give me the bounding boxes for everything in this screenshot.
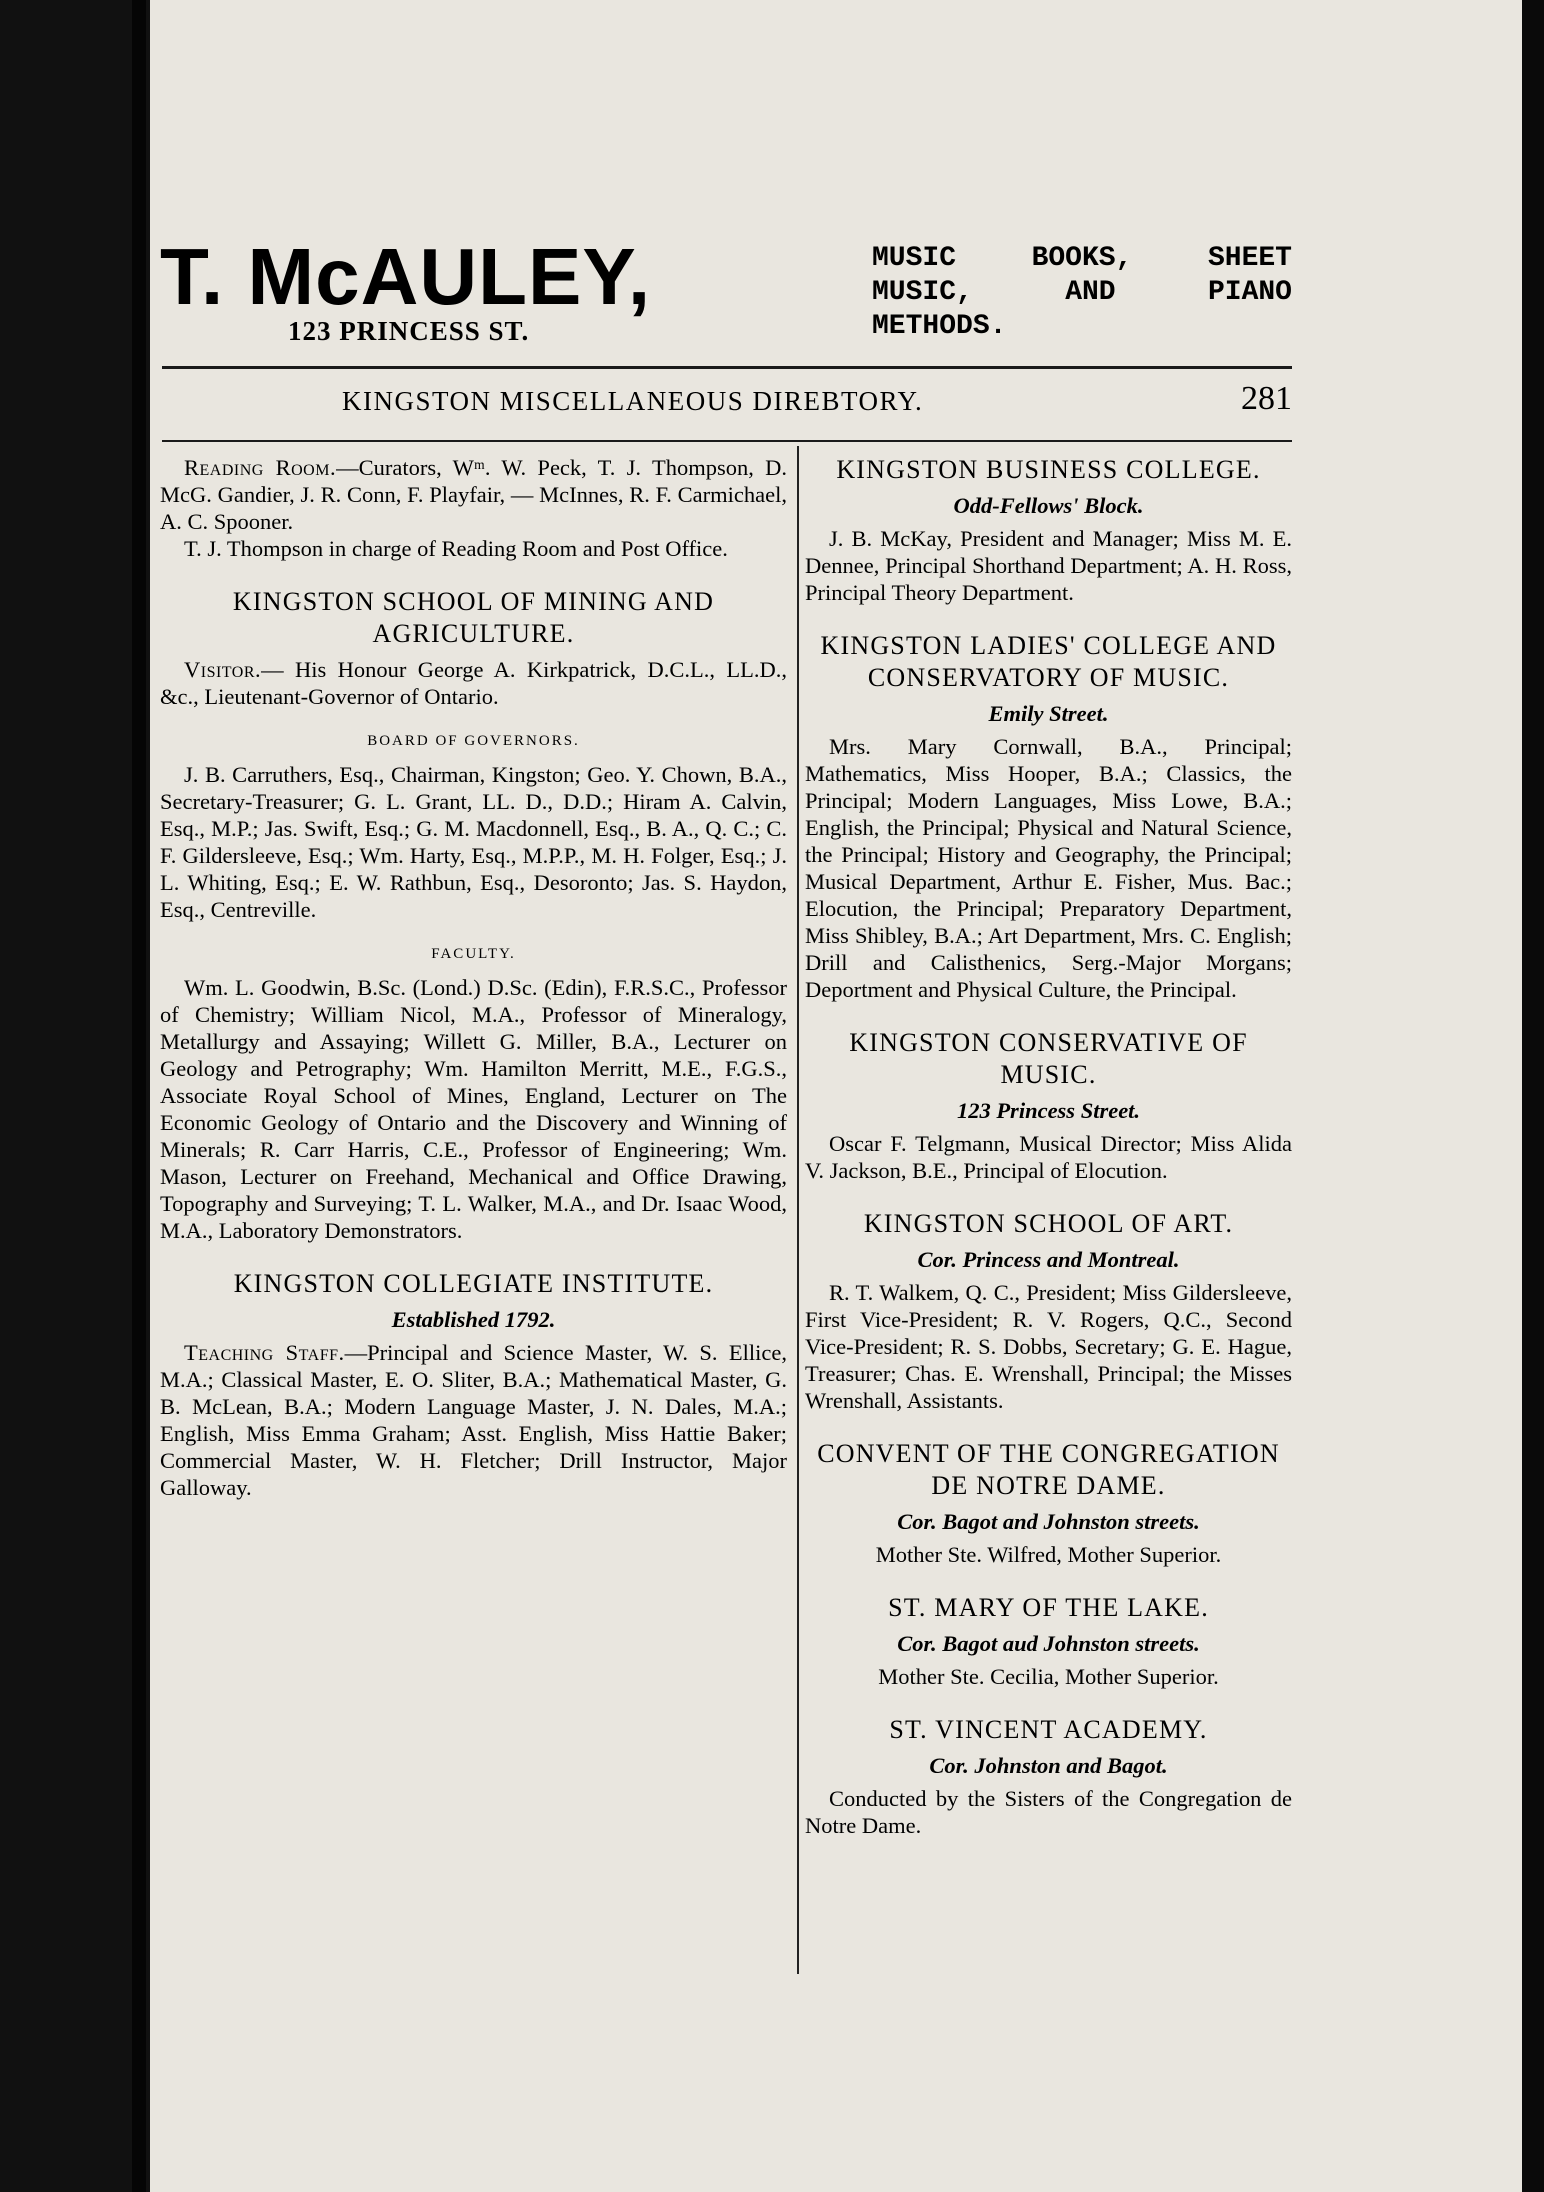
services-line (872, 310, 1292, 344)
right-column (805, 454, 1292, 1839)
visitor-text: — His Honour George A. Kirkpatrick, D.C.L., LL.D., &c., Lieutenant-Governor of Ontario. (160, 657, 787, 709)
visitor-entry (160, 656, 787, 710)
running-head-title: KINGSTON MISCELLANEOUS DIREBTORY. (342, 386, 924, 416)
advertiser-services (872, 242, 1292, 344)
services-line (872, 276, 1292, 310)
reading-room-text: —Curators, Wᵐ. W. Peck, T. J. Thompson, D. McG. Gandier, J. R. Conn, F. Playfair, — McInnes, R. F. Carmichael, A. C. Spooner. (160, 455, 787, 534)
st-mary-heading: ST. MARY OF THE LAKE. (888, 1593, 1209, 1622)
services-word: MUSIC, (872, 277, 973, 308)
column-divider (797, 446, 799, 1974)
services-word: BOOKS, (1031, 243, 1133, 274)
teaching-staff-label: Teaching Staff. (184, 1340, 345, 1365)
scan-border-right (1522, 0, 1544, 2192)
teaching-staff-entry (160, 1339, 787, 1501)
conservative-music-heading: KINGSTON CONSERVATIVE OF MUSIC. (849, 1028, 1248, 1089)
mcauley-advertisement (160, 232, 1300, 362)
st-vincent-heading: ST. VINCENT ACADEMY. (889, 1715, 1208, 1744)
services-word: PIANO (1207, 277, 1292, 308)
business-college-location: Odd-Fellows' Block. (953, 493, 1144, 518)
running-head (162, 380, 1292, 428)
conservative-music-location: 123 Princess Street. (956, 1098, 1141, 1123)
school-of-art-heading: KINGSTON SCHOOL OF ART. (863, 1209, 1234, 1238)
faculty-heading: FACULTY. (431, 946, 516, 962)
reading-room-label: Reading Room. (184, 455, 337, 480)
st-vincent-location: Cor. Johnston and Bagot. (929, 1753, 1168, 1778)
reading-room-note: T. J. Thompson in charge of Reading Room and Post Office. (184, 536, 728, 561)
teaching-staff-text: —Principal and Science Master, W. S. Ellice, M.A.; Classical Master, E. O. Sliter, B.A.; Mathematical Master, G. B. McLean, B.A.; Modern Language Master, J. N. Dales, M.A.; English, Miss Emma Graham; Asst. English, Miss Hattie Baker; Commercial Master, W. H. Fletcher; Drill Instructor, Major Galloway. (160, 1340, 788, 1500)
page-number: 281 (1241, 380, 1292, 417)
ladies-college-text: Mrs. Mary Cornwall, B.A., Principal; Mathematics, Miss Hooper, B.A.; Classics, the Principal; Modern Languages, Miss Lowe, B.A.; English, the Principal; Physical and Natural Science, the Principal; History and Geography, the Principal; Musical Department, Arthur E. Fisher, Mus. Bac.; Elocution, the Principal; Preparatory Department, Miss Shibley, B.A.; Art Department, Mrs. C. English; Drill and Calisthenics, Serg.-Major Morgans; Deportment and Physical Culture, the Principal. (805, 734, 1292, 1002)
header-rule (162, 366, 1292, 369)
convent-text: Mother Ste. Wilfred, Mother Superior. (875, 1542, 1222, 1567)
conservative-music-text: Oscar F. Telgmann, Musical Director; Miss Alida V. Jackson, B.E., Principal of Elocution. (805, 1131, 1292, 1183)
visitor-label: Visitor. (184, 657, 262, 682)
convent-heading: CONVENT OF THE CONGREGATION DE NOTRE DAME. (817, 1439, 1280, 1500)
governors-text: J. B. Carruthers, Esq., Chairman, Kingston; Geo. Y. Chown, B.A., Secretary-Treasurer; G. L. Grant, LL. D., D.D.; Hiram A. Calvin, Esq., M.P.; Jas. Swift, Esq.; G. M. Macdonnell, Esq., B. A., Q. C.; C. F. Gildersleeve, Esq.; Wm. Harty, Esq., M.P.P., M. H. Folger, Esq.; J. L. Whiting, Esq.; E. W. Rathbun, Esq., Desoronto; Jas. S. Haydon, Esq., Centreville. (160, 762, 787, 922)
services-line (872, 242, 1292, 276)
faculty-text: Wm. L. Goodwin, B.Sc. (Lond.) D.Sc. (Edin), F.R.S.C., Professor of Chemistry; William Nicol, M.A., Professor of Mineralogy, Metallurgy and Assaying; Willett G. Miller, B.A., Lecturer on Geology and Petrography; Wm. Hamilton Merritt, M.E., F.G.S., Associate Royal School of Mines, England, Lecturer on The Economic Geology of Ontario and the Discovery and Winning of Minerals; R. Carr Harris, C.E., Professor of Engineering; Wm. Mason, Lecturer on Freehand, Mechanical and Office Drawing, Topography and Surveying; T. L. Walker, M.A., and Dr. Isaac Wood, M.A., Laboratory Demonstrators. (160, 975, 787, 1243)
advertiser-address: 123 PRINCESS ST. (288, 316, 530, 346)
school-of-art-text: R. T. Walkem, Q. C., President; Miss Gildersleeve, First Vice-President; R. V. Rogers, Q.C., Second Vice-President; R. S. Dobbs, Secretary; G. E. Hague, Treasurer; Chas. E. Wrenshall, Principal; the Misses Wrenshall, Assistants. (805, 1280, 1292, 1413)
left-column (160, 454, 787, 1501)
ladies-college-heading: KINGSTON LADIES' COLLEGE AND CONSERVATORY OF MUSIC. (820, 631, 1277, 692)
business-college-heading: KINGSTON BUSINESS COLLEGE. (836, 455, 1261, 484)
services-word: AND (1065, 277, 1116, 308)
st-mary-location: Cor. Bagot aud Johnston streets. (897, 1631, 1200, 1656)
collegiate-heading: KINGSTON COLLEGIATE INSTITUTE. (233, 1269, 714, 1298)
services-word: SHEET (1207, 243, 1292, 274)
mining-school-heading: KINGSTON SCHOOL OF MINING AND AGRICULTURE. (232, 587, 715, 648)
school-of-art-location: Cor. Princess and Montreal. (917, 1247, 1180, 1272)
st-vincent-text: Conducted by the Sisters of the Congregation de Notre Dame. (805, 1786, 1292, 1838)
business-college-text: J. B. McKay, President and Manager; Miss M. E. Dennee, Principal Shorthand Department; A. H. Ross, Principal Theory Department. (805, 526, 1292, 605)
advertiser-name: T. McAULEY, (160, 232, 652, 321)
services-word: MUSIC (872, 243, 957, 274)
running-head-rule (162, 440, 1292, 442)
ladies-college-location: Emily Street. (988, 701, 1109, 726)
services-word: METHODS. (872, 311, 1007, 342)
scan-binding-shadow (132, 0, 146, 2192)
governors-heading: BOARD OF GOVERNORS. (367, 733, 580, 749)
scan-border-left (0, 0, 150, 2192)
reading-room-entry (160, 454, 787, 535)
convent-location: Cor. Bagot and Johnston streets. (897, 1509, 1200, 1534)
collegiate-established: Established 1792. (391, 1307, 556, 1332)
st-mary-text: Mother Ste. Cecilia, Mother Superior. (878, 1664, 1219, 1689)
